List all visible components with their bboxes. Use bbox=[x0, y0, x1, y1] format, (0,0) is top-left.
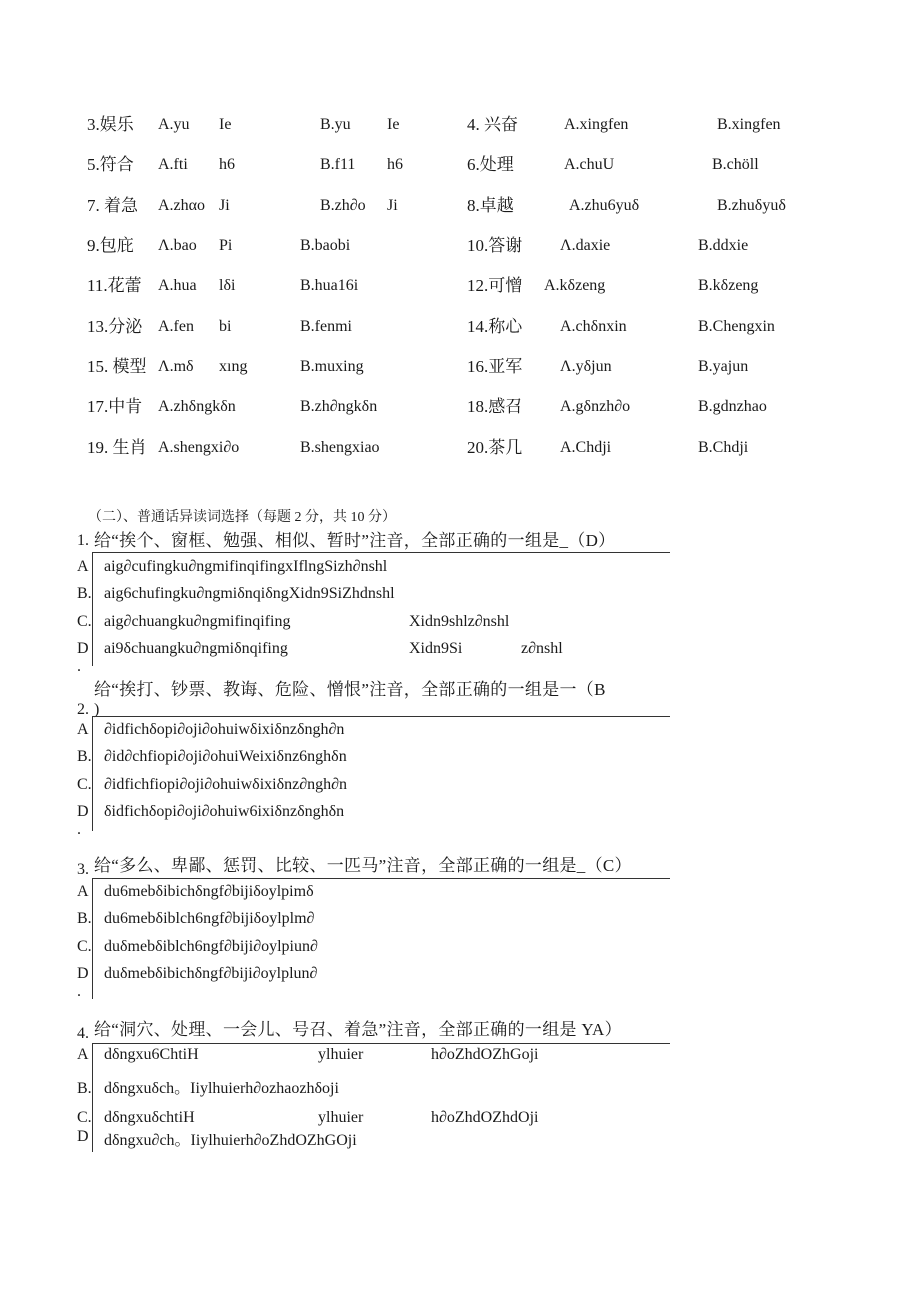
option-a-part2: Ji bbox=[219, 197, 230, 214]
item-number: 6.处理 bbox=[467, 155, 514, 174]
dot: . bbox=[77, 658, 81, 675]
option-label: A bbox=[77, 721, 89, 738]
option-text: aig6chufingku∂ngmiδnqiδngXidn9SiZhdnshl bbox=[104, 585, 395, 602]
item-number: 9.包庇 bbox=[87, 236, 134, 255]
item-number: 10.答谢 bbox=[467, 236, 523, 255]
option-text-extra: ylhuier bbox=[318, 1109, 364, 1126]
option-label: C. bbox=[77, 1109, 92, 1126]
option-a: Λ.yδjun bbox=[560, 358, 612, 375]
item-number: 11.花蕾 bbox=[87, 276, 142, 295]
item-number: 4. 兴奋 bbox=[467, 115, 518, 134]
option-text: aig∂chuangku∂ngmifinqifing bbox=[104, 613, 291, 630]
item-number: 12.可憎 bbox=[467, 276, 523, 295]
option-label: C. bbox=[77, 938, 92, 955]
option-text: ∂idfichδopi∂oji∂ohuiwδixiδnzδngh∂n bbox=[104, 721, 345, 738]
underline bbox=[92, 716, 670, 717]
option-b: B.Chengxin bbox=[698, 318, 775, 335]
option-b: B.chöll bbox=[712, 156, 759, 173]
question-number: 3. bbox=[77, 861, 89, 878]
question-number: 2. bbox=[77, 701, 89, 718]
option-label: B. bbox=[77, 748, 92, 765]
option-label: A bbox=[77, 1046, 89, 1063]
underline bbox=[92, 552, 670, 553]
option-a: A.zhδngkδn bbox=[158, 398, 236, 415]
option-text: ∂idfichfiopi∂oji∂ohuiwδixiδnz∂ngh∂n bbox=[104, 776, 348, 793]
option-a: Λ.mδ bbox=[158, 358, 194, 375]
item-number: 16.亚军 bbox=[467, 357, 523, 376]
option-label: C. bbox=[77, 776, 92, 793]
option-b: B.zh∂o bbox=[320, 197, 366, 214]
option-text: aig∂cufingku∂ngmifinqifingxIflngSizh∂nshl bbox=[104, 558, 388, 575]
option-b: B.ddxie bbox=[698, 237, 749, 254]
item-number: 5.符合 bbox=[87, 155, 134, 174]
option-b-part2: Ji bbox=[387, 197, 398, 214]
item-number: 13.分泌 bbox=[87, 317, 143, 336]
option-label: D bbox=[77, 1128, 89, 1145]
question-text: 给“挨个、窗框、勉强、相似、暂时”注音，全部正确的一组是_（D） bbox=[94, 531, 616, 550]
option-text: du6mebδibichδngf∂bijiδoylpimδ bbox=[104, 883, 314, 900]
divider bbox=[92, 1044, 93, 1152]
option-text-extra: h∂oZhdOZhdOji bbox=[431, 1109, 539, 1126]
item-number: 20.茶几 bbox=[467, 438, 523, 457]
option-a-part2: bi bbox=[219, 318, 232, 335]
section-title: （二）、普通话异读词选择（每题 2 分，共 10 分） bbox=[88, 510, 396, 525]
option-a: Λ.bao bbox=[158, 237, 197, 254]
option-b: B.fenmi bbox=[300, 318, 352, 335]
option-b: B.muxing bbox=[300, 358, 364, 375]
dot: . bbox=[77, 821, 81, 838]
option-b: B.zh∂ngkδn bbox=[300, 398, 378, 415]
option-a: A.xingfen bbox=[564, 116, 629, 133]
option-label: C. bbox=[77, 613, 92, 630]
option-a-part2: lδi bbox=[219, 277, 236, 294]
underline bbox=[92, 878, 670, 879]
option-b: B.yu bbox=[320, 116, 351, 133]
option-a: A.yu bbox=[158, 116, 190, 133]
question-close: ) bbox=[94, 701, 100, 718]
option-b: B.gdnzhao bbox=[698, 398, 767, 415]
option-label: A bbox=[77, 558, 89, 575]
option-b-part2: h6 bbox=[387, 156, 403, 173]
option-a-part2: Ie bbox=[219, 116, 232, 133]
divider bbox=[92, 717, 93, 831]
option-b: B.zhuδyuδ bbox=[717, 197, 786, 214]
option-b: B.baobi bbox=[300, 237, 351, 254]
option-text: duδmebδiblch6ngf∂biji∂oylpiun∂ bbox=[104, 938, 318, 955]
option-text: δidfichδopi∂oji∂ohuiw6ixiδnzδnghδn bbox=[104, 803, 345, 820]
option-a-part2: h6 bbox=[219, 156, 235, 173]
option-text: ai9δchuangku∂ngmiδnqifing bbox=[104, 640, 288, 657]
option-text: ∂id∂chfiopi∂oji∂ohuiWeixiδnz6nghδn bbox=[104, 748, 347, 765]
item-number: 8.卓越 bbox=[467, 196, 514, 215]
option-label: A bbox=[77, 883, 89, 900]
question-text: 给“挨打、钞票、教诲、危险、憎恨”注音，全部正确的一组是一（B bbox=[94, 680, 606, 699]
option-a: A.zhαo bbox=[158, 197, 206, 214]
item-number: 19. 生肖 bbox=[87, 438, 147, 457]
option-text: dδngxuδch。Iiylhuierh∂ozhaozhδoji bbox=[104, 1080, 339, 1097]
option-b: B.kδzeng bbox=[698, 277, 759, 294]
option-a: A.shengxi∂o bbox=[158, 439, 240, 456]
option-label: D bbox=[77, 965, 89, 982]
question-number: 4. bbox=[77, 1025, 89, 1042]
option-text: dδngxu∂ch。Iiylhuierh∂oZhdOZhGOji bbox=[104, 1132, 357, 1149]
option-text: duδmebδibichδngf∂biji∂oylplun∂ bbox=[104, 965, 318, 982]
option-text: dδngxuδchtiH bbox=[104, 1109, 195, 1126]
divider bbox=[92, 553, 93, 666]
option-a: Λ.daxie bbox=[560, 237, 611, 254]
option-a: A.Chdji bbox=[560, 439, 612, 456]
option-label: B. bbox=[77, 1080, 92, 1097]
item-number: 3.娱乐 bbox=[87, 115, 134, 134]
option-a-part2: Pi bbox=[219, 237, 233, 254]
question-text: 给“多么、卑鄙、惩罚、比较、一匹马”注音，全部正确的一组是_（C） bbox=[94, 856, 632, 875]
item-number: 18.感召 bbox=[467, 397, 523, 416]
divider bbox=[92, 879, 93, 999]
option-b: B.shengxiao bbox=[300, 439, 380, 456]
option-b: B.hua16i bbox=[300, 277, 359, 294]
option-text: du6mebδiblch6ngf∂bijiδoylplm∂ bbox=[104, 910, 315, 927]
item-number: 14.称心 bbox=[467, 317, 523, 336]
option-a: A.hua bbox=[158, 277, 197, 294]
option-label: D bbox=[77, 803, 89, 820]
dot: . bbox=[77, 983, 81, 1000]
question-number: 1. bbox=[77, 532, 89, 549]
option-a: A.fen bbox=[158, 318, 194, 335]
option-a: A.zhu6yuδ bbox=[569, 197, 640, 214]
option-label: D bbox=[77, 640, 89, 657]
option-a: A.fti bbox=[158, 156, 188, 173]
option-a: A.gδnzh∂o bbox=[560, 398, 631, 415]
option-text: dδngxu6ChtiH bbox=[104, 1046, 199, 1063]
option-b: B.yajun bbox=[698, 358, 749, 375]
option-text-extra: z∂nshl bbox=[521, 640, 563, 657]
option-label: B. bbox=[77, 585, 92, 602]
option-text-extra: h∂oZhdOZhGoji bbox=[431, 1046, 539, 1063]
option-a-part2: xıng bbox=[219, 358, 248, 375]
underline bbox=[92, 1043, 670, 1044]
option-label: B. bbox=[77, 910, 92, 927]
item-number: 15. 模型 bbox=[87, 357, 147, 376]
option-a: A.chuU bbox=[564, 156, 615, 173]
option-a: A.chδnxin bbox=[560, 318, 627, 335]
option-b-part2: Ie bbox=[387, 116, 400, 133]
item-number: 17.中肯 bbox=[87, 397, 143, 416]
option-text-extra: Xidn9shlz∂nshl bbox=[409, 613, 510, 630]
item-number: 7. 着急 bbox=[87, 196, 138, 215]
option-b: B.xingfen bbox=[717, 116, 781, 133]
option-b: B.f11 bbox=[320, 156, 356, 173]
option-b: B.Chdji bbox=[698, 439, 749, 456]
option-text-extra: ylhuier bbox=[318, 1046, 364, 1063]
option-a: A.kδzeng bbox=[544, 277, 606, 294]
question-text: 给“洞穴、处理、一会儿、号召、着急”注音，全部正确的一组是 YA） bbox=[94, 1020, 622, 1039]
option-text-extra: Xidn9Si bbox=[409, 640, 463, 657]
